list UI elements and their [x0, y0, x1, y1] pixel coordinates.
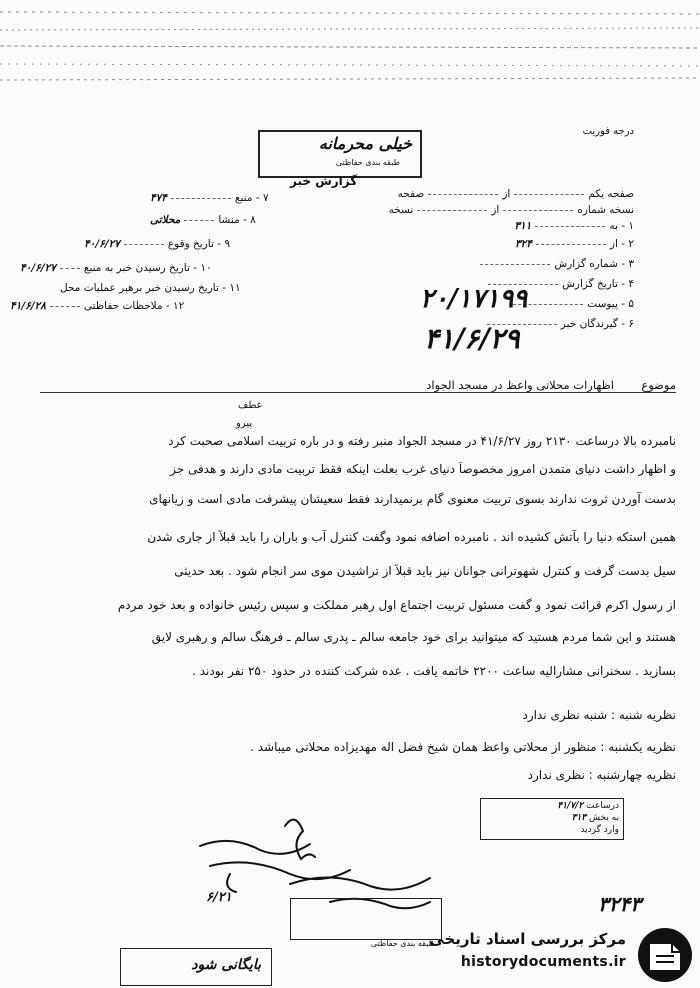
body-line: و اظهار داشت دنیای متمدن امروز مخصوصاً دنیای غرب بعلت اینکه فقط تربیت مادی دارند و هدفی جز — [170, 462, 676, 476]
field-security-notes: ۱۲ - ملاحظات حفاظتی۴۱/۶/۲۸ — [10, 300, 185, 312]
copy-count-row: نسخه شمارهازنسخه — [388, 204, 634, 216]
subject-label: موضوع — [641, 378, 676, 392]
watermark-url: historydocuments.ir — [460, 954, 626, 970]
degree-label: درجه فوریت — [582, 126, 634, 137]
field-attachment: ۵ - پیوست — [509, 298, 634, 310]
page-count-row: صفحه یکمازصفحه — [397, 188, 634, 200]
field-event-date: ۹ - تاریخ وقوع۴۰/۶/۲۷ — [84, 238, 230, 250]
field-source: ۷ - منبع۴۷۴ — [150, 192, 269, 204]
handwritten-bottom-number: ۳۲۴۳ — [598, 892, 641, 916]
bottom-classification-stamp: طبقه بندی حفاظتی — [290, 898, 442, 940]
body-line: هستند و این شما مردم هستید که میتوانید برای خود جامعه سالم ـ پدری سالم ـ فرهنگ سالم و رهبری لایق — [151, 630, 676, 644]
body-line: نامبرده بالا درساعت ۲۱۳۰ روز ۴۱/۶/۲۷ در مسجد الجواد منبر رفته و در باره تربیت اسلامی صحبت کرد — [168, 434, 676, 448]
watermark — [418, 920, 700, 988]
field-origin: ۸ - منشامحلاتی — [150, 214, 256, 226]
field-from: ۲ - از۳۲۴ — [514, 238, 634, 250]
separator-line — [40, 392, 676, 393]
opinion-line: نظریه چهارشنبه : نظری ندارد — [527, 768, 676, 782]
body-line: بدست آوردن ثروت ندارند بسوی تربیت معنوی گام برنمیدارند فقط سعیشان پیشرفت مادی است و زیانهای — [149, 492, 676, 506]
report-title: گزارش خبر — [290, 174, 358, 188]
handwritten-ref-date: ۴۱/۶/۲۹ — [424, 322, 520, 355]
opinion-line: نظریه شنبه : شنبه نظری ندارد — [522, 708, 676, 722]
field-date-received-leader: ۱۱ - تاریخ رسیدن خبر برهبر عملیات محل — [60, 282, 241, 294]
handwritten-small-note: ۶/۲۱ — [206, 890, 232, 905]
field-report-date: ۴ - تاریخ گزارش — [484, 278, 634, 290]
subject-text: اظهارات محلاتی واعظ در مسجد الجواد — [426, 378, 614, 392]
body-line: سیل بدست گرفت و کنترل شهوترانی جوانان نیز باید قبلاً از تراشیدن موی سر انجام شود . بعد حدیثی — [174, 564, 676, 578]
subject-side-bottom: پیرو — [236, 418, 253, 429]
field-report-number: ۳ - شماره گزارش — [476, 258, 634, 270]
classification-stamp — [258, 130, 422, 178]
body-line: از رسول اکرم قرائت نمود و گفت مسئول تربیت اجتماع اول رهبر مملکت و سپس رئیس خانواده و بعد خود مردم — [117, 598, 676, 612]
field-date-received-source: ۱۰ - تاریخ رسیدن خبر به منبع۴۰/۶/۲۷ — [20, 262, 212, 274]
receipt-stamp: درساعت ۴۱/۷/۲ به بخش ۳۱۳ وارد گردید — [480, 798, 624, 840]
field-recipients: ۶ - گیرندگان خبر — [483, 318, 634, 330]
watermark-title: مرکز بررسی اسناد تاریخی — [429, 930, 626, 948]
opinion-line: نظریه یکشنبه : منظور از محلاتی واعظ همان شیخ فضل اله مهدیزاده محلاتی میباشد . — [250, 740, 676, 754]
stamp-handwritten: خیلی محرمانه — [318, 134, 412, 153]
body-line: بسازید . سخنرانی مشارالیه ساعت ۲۲۰۰ خاتمه یافت . عده شرکت کننده در حدود ۲۵۰ نفر بودند . — [192, 664, 676, 678]
body-line: همین استکه دنیا را بآتش کشیده اند . نامبرده اضافه نمود وگفت کنترل آب و باران را باید قبلاً از جاری شدن — [147, 530, 676, 544]
scan-noise — [0, 0, 700, 90]
archive-stamp: بایگانی شود — [120, 948, 272, 986]
stamp-label: طبقه بندی حفاظتی — [335, 158, 400, 167]
field-to: ۱ - به۳۱۱ — [514, 220, 634, 232]
logo-icon — [636, 926, 694, 984]
subject-side-top: عطف — [238, 400, 263, 411]
handwritten-ref-number: ۲۰/۱۷۱۹۹ — [420, 284, 528, 314]
